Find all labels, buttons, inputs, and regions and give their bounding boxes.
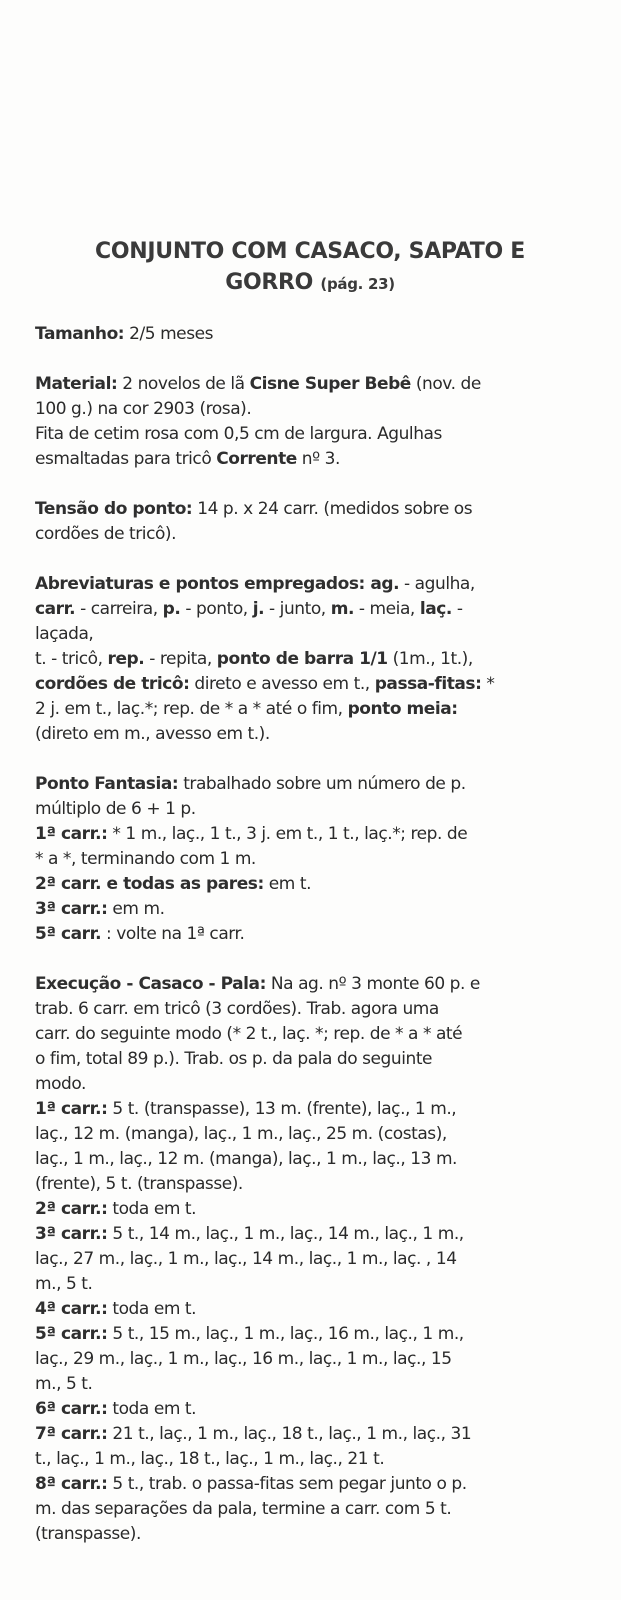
material-line-2: 100 g.) na cor 2903 (rosa).	[35, 399, 252, 419]
abbr-ponto-barra-text: (1m., 1t.),	[387, 649, 473, 669]
execucao-row-label: 1ª carr.:	[35, 1099, 108, 1119]
material-text: 2 novelos de lã	[117, 374, 250, 394]
execucao-row-text: laç., 12 m. (manga), laç., 1 m., laç., 25 m. (costas),	[35, 1124, 447, 1144]
section-ponto-fantasia	[35, 772, 580, 947]
execucao-row-line	[35, 1097, 580, 1122]
execucao-row-line	[35, 1472, 580, 1497]
execucao-row-label: 3ª carr.:	[35, 1224, 108, 1244]
material-text-2: (nov. de	[410, 374, 481, 394]
execucao-row-line	[35, 1372, 580, 1397]
abbr-m: m.	[330, 599, 354, 619]
execucao-row-line	[35, 1272, 580, 1297]
execucao-row-label: 4ª carr.:	[35, 1299, 108, 1319]
pf-row-3-text: em m.	[107, 899, 165, 919]
execucao-line-4: o fim, total 89 p.). Trab. os p. da pala do seguinte	[35, 1049, 433, 1069]
execucao-row-text: t., laç., 1 m., laç., 18 t., laç., 1 m., laç., 21 t.	[35, 1449, 385, 1469]
execucao-row-line	[35, 1422, 580, 1447]
section-execucao	[35, 972, 580, 1547]
pf-row-2-text: em t.	[263, 874, 312, 894]
abbr-ponto-barra: ponto de barra 1/1	[216, 649, 388, 669]
execucao-row-text: laç., 27 m., laç., 1 m., laç., 14 m., laç., 1 m., laç. , 14	[35, 1249, 457, 1269]
abbr-rep-text: - repita,	[144, 649, 217, 669]
pf-row-5-label: 5ª carr.	[35, 924, 102, 944]
abbr-passa-fitas-text: *	[481, 674, 495, 694]
execucao-row-text: toda em t.	[107, 1199, 197, 1219]
abbr-ag: ag.	[364, 574, 400, 594]
pf-row-2-label: 2ª carr. e todas as pares:	[35, 874, 264, 894]
execucao-row-text: laç., 29 m., laç., 1 m., laç., 16 m., laç., 1 m., laç., 15	[35, 1349, 452, 1369]
material-line-3: Fita de cetim rosa com 0,5 cm de largura. Agulhas	[35, 424, 442, 444]
abbr-cordoes: cordões de tricô:	[35, 674, 190, 694]
yarn-brand: Cisne Super Bebê	[249, 374, 411, 394]
abbr-passa-fitas: passa-fitas:	[374, 674, 482, 694]
execucao-row-line	[35, 1322, 580, 1347]
abbr-cordoes-text: direto e avesso em t.,	[189, 674, 375, 694]
title-line-2	[40, 267, 580, 300]
execucao-line-3: carr. do seguinte modo (* 2 t., laç. *; rep. de * a * até	[35, 1024, 463, 1044]
page-reference: (pág. 23)	[320, 275, 395, 293]
abbr-ag-text: - agulha,	[399, 574, 475, 594]
abbr-carr-text: - carreira,	[75, 599, 163, 619]
execucao-row-text: 5 t., 14 m., laç., 1 m., laç., 14 m., laç., 1 m.,	[107, 1224, 464, 1244]
execucao-row-label: 6ª carr.:	[35, 1399, 108, 1419]
execucao-row-line	[35, 1122, 580, 1147]
tensao-line-2: cordões de tricô).	[35, 524, 177, 544]
execucao-row-text: toda em t.	[107, 1399, 197, 1419]
execucao-row-line	[35, 1197, 580, 1222]
section-tamanho	[35, 322, 580, 347]
section-tensao	[35, 497, 580, 547]
execucao-line-2: trab. 6 carr. em tricô (3 cordões). Trab. agora uma	[35, 999, 439, 1019]
abbr-rep: rep.	[107, 649, 145, 669]
execucao-row-text: toda em t.	[107, 1299, 197, 1319]
pf-row-3-label: 3ª carr.:	[35, 899, 108, 919]
execucao-row-text: 21 t., laç., 1 m., laç., 18 t., laç., 1 m., laç., 31	[107, 1424, 472, 1444]
instructions-body	[35, 322, 580, 1547]
execucao-row-text: laç., 1 m., laç., 12 m. (manga), laç., 1 m., laç., 13 m.	[35, 1149, 458, 1169]
execucao-row-text: m. das separações da pala, termine a carr. com 5 t.	[35, 1499, 452, 1519]
execucao-row-label: 8ª carr.:	[35, 1474, 108, 1494]
execucao-row-line	[35, 1172, 580, 1197]
needle-brand: Corrente	[216, 449, 297, 469]
material-label: Material:	[35, 374, 118, 394]
abbr-p-text: - ponto,	[180, 599, 253, 619]
title-line-1: CONJUNTO COM CASACO, SAPATO E	[95, 239, 525, 264]
abbr-line-6: 2 j. em t., laç.*; rep. de * a * até o fim,	[35, 699, 348, 719]
execucao-row-line	[35, 1447, 580, 1472]
abbr-j: j.	[252, 599, 265, 619]
ponto-fantasia-label: Ponto Fantasia:	[35, 774, 179, 794]
tamanho-label: Tamanho:	[35, 324, 125, 344]
tensao-label: Tensão do ponto:	[35, 499, 193, 519]
pf-row-1-text: * 1 m., laç., 1 t., 3 j. em t., 1 t., laç.*; rep. de	[107, 824, 468, 844]
execucao-row-label: 2ª carr.:	[35, 1199, 108, 1219]
execucao-row-text: (frente), 5 t. (transpasse).	[35, 1174, 243, 1194]
execucao-row-text: 5 t. (transpasse), 13 m. (frente), laç., 1 m.,	[107, 1099, 457, 1119]
tamanho-text: 2/5 meses	[124, 324, 214, 344]
execucao-row-line	[35, 1347, 580, 1372]
pf-row-1-label: 1ª carr.:	[35, 824, 108, 844]
execucao-row-text: 5 t., 15 m., laç., 1 m., laç., 16 m., laç., 1 m.,	[107, 1324, 464, 1344]
abbr-m-text: - meia,	[353, 599, 420, 619]
execucao-rows	[35, 1097, 580, 1547]
abreviaturas-label: Abreviaturas e pontos empregados:	[35, 574, 365, 594]
abbr-lac-text: -	[451, 599, 463, 619]
material-line-4-end: nº 3.	[296, 449, 340, 469]
pf-row-5-text: : volte na 1ª carr.	[101, 924, 245, 944]
execucao-row-line	[35, 1397, 580, 1422]
execucao-row-text: 5 t., trab. o passa-fitas sem pegar junto o p.	[107, 1474, 467, 1494]
abbr-lac: laç.	[419, 599, 452, 619]
abbr-j-text: - junto,	[264, 599, 331, 619]
execucao-row-text: m., 5 t.	[35, 1274, 93, 1294]
execucao-row-label: 5ª carr.:	[35, 1324, 108, 1344]
execucao-row-label: 7ª carr.:	[35, 1424, 108, 1444]
execucao-row-text: m., 5 t.	[35, 1374, 93, 1394]
tensao-text: 14 p. x 24 carr. (medidos sobre os	[192, 499, 473, 519]
abbr-t-text: t. - tricô,	[35, 649, 108, 669]
section-abreviaturas	[35, 572, 580, 747]
execucao-row-line	[35, 1297, 580, 1322]
execucao-row-line	[35, 1147, 580, 1172]
execucao-row-line	[35, 1497, 580, 1522]
document-title	[40, 236, 580, 300]
ponto-fantasia-text: trabalhado sobre um número de p.	[178, 774, 466, 794]
execucao-row-line	[35, 1522, 580, 1547]
execucao-text: Na ag. nº 3 monte 60 p. e	[265, 974, 480, 994]
material-line-4: esmaltadas para tricô	[35, 449, 217, 469]
execucao-label: Execução - Casaco - Pala:	[35, 974, 266, 994]
execucao-line-5: modo.	[35, 1074, 87, 1094]
abbr-ponto-meia: ponto meia:	[347, 699, 458, 719]
execucao-row-text: (transpasse).	[35, 1524, 141, 1544]
ponto-fantasia-line-2: múltiplo de 6 + 1 p.	[35, 799, 196, 819]
abbr-p: p.	[162, 599, 181, 619]
pf-row-1-line-2: * a *, terminando com 1 m.	[35, 849, 256, 869]
abbr-carr: carr.	[35, 599, 76, 619]
title-gorro: GORRO	[225, 270, 314, 295]
execucao-row-line	[35, 1247, 580, 1272]
abbr-line-7: (direto em m., avesso em t.).	[35, 724, 270, 744]
abbr-line-3: laçada,	[35, 624, 94, 644]
section-material	[35, 372, 580, 472]
execucao-row-line	[35, 1222, 580, 1247]
